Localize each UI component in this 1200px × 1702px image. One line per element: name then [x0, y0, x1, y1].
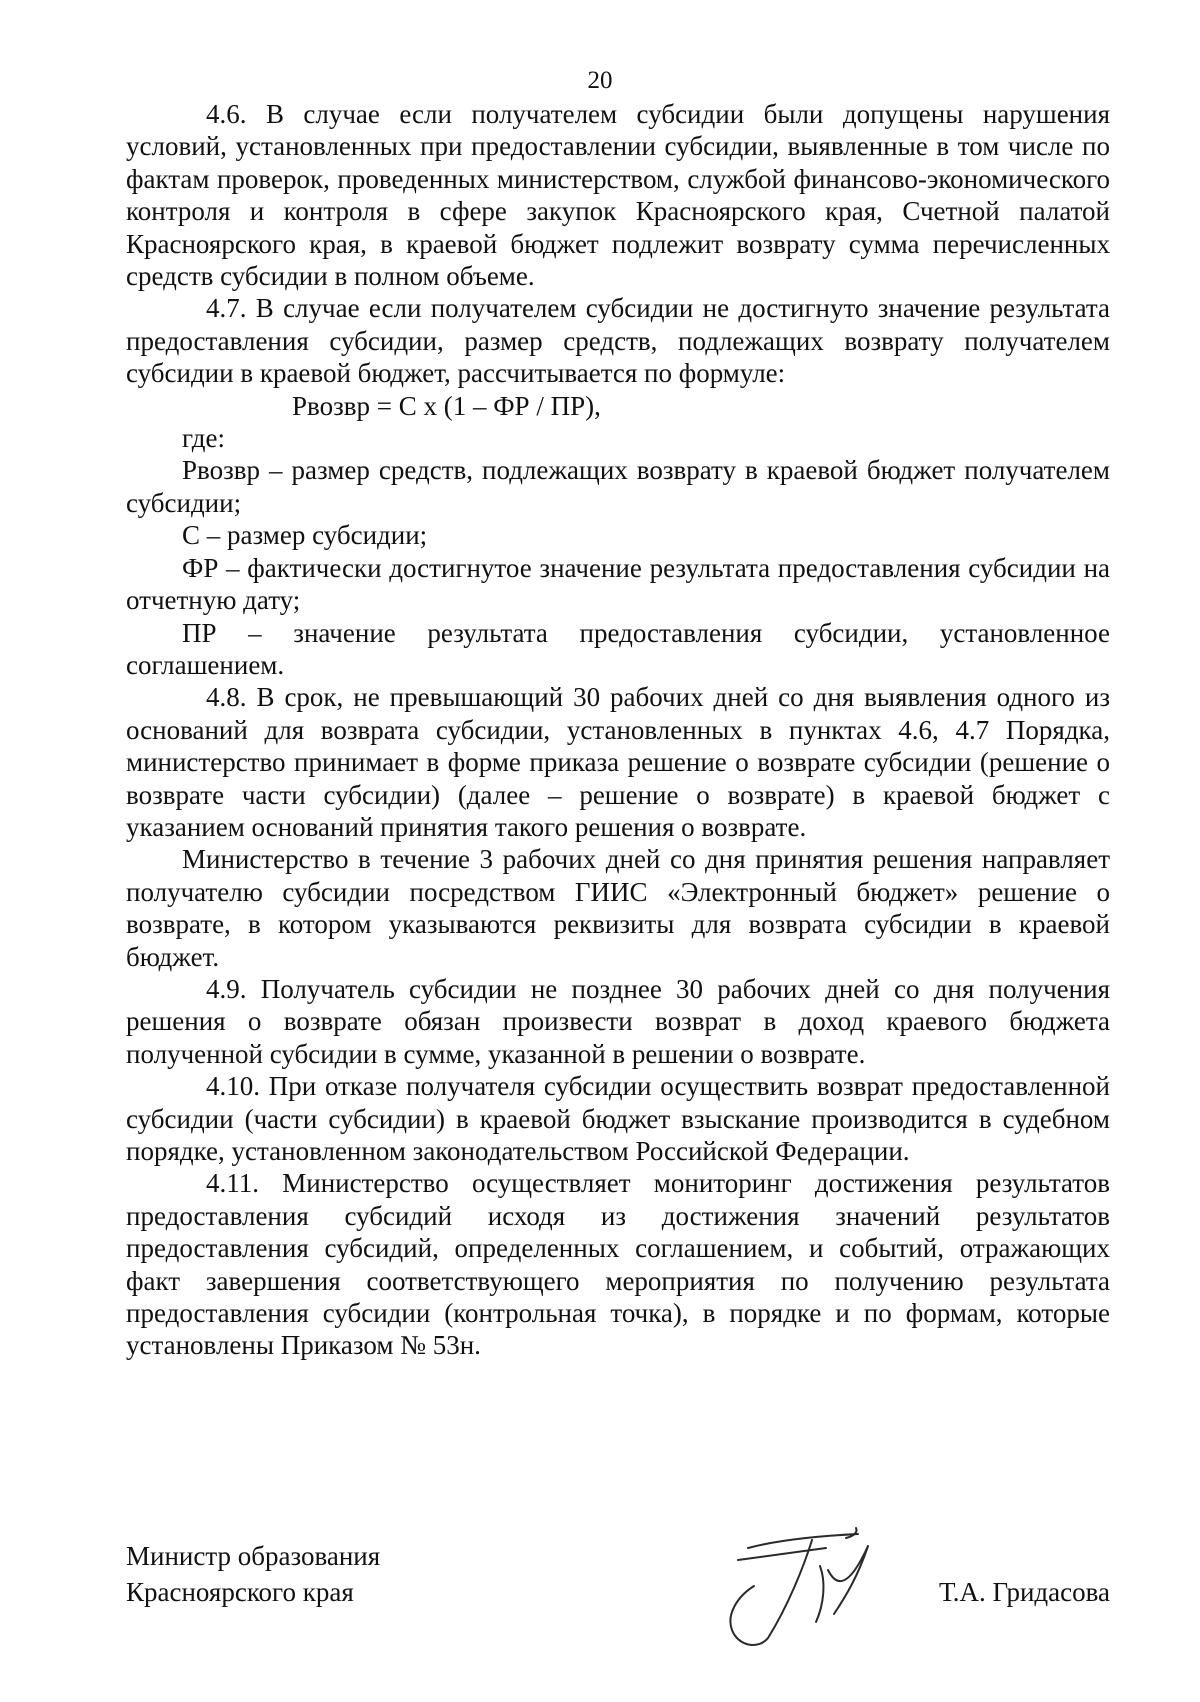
position-line-2: Красноярского края [126, 1577, 354, 1607]
signature-block [126, 1538, 1110, 1658]
handwritten-signature-icon [708, 1526, 898, 1656]
clause-4-8: 4.8. В срок, не превышающий 30 рабочих дней со дня выявления одного из оснований для возврата субсидии, установленных в пунктах 4.6, 4.7 Порядка, министерство принимает в форме приказа решение о возврате субсидии (решение о возврате части субсидии) (далее – решение о возврате) в краевой бюджет с указанием оснований принятия такого решения о возврате. [126, 682, 1110, 842]
position-line-1: Министр образования [126, 1541, 381, 1571]
clause-4-10: 4.10. При отказе получателя субсидии осуществить возврат предоставленной субсидии (части субсидии) в краевой бюджет взыскание производится в судебном порядке, установленном законодательством Российской Федерации. [126, 1071, 1110, 1166]
formula-where: где: [182, 423, 225, 454]
clause-4-8-continuation: Министерство в течение 3 рабочих дней со дня принятия решения направляет получателю субсидии посредством ГИИС «Электронный бюджет» решение о возврате, в котором указываются реквизиты для возврата субсидии в краевой бюджет. [126, 844, 1110, 972]
clause-4-7: 4.7. В случае если получателем субсидии не достигнуто значение результата предоставления субсидии, размер средств, подлежащих возврату получателем субсидии в краевой бюджет, рассчитывается по формуле: [126, 293, 1110, 389]
page-number: 20 [587, 67, 613, 94]
clause-4-11: 4.11. Министерство осуществляет мониторинг достижения результатов предоставления субсидий исходя из достижения значений результатов предоставления субсидий, определенных соглашением, и событий, отражающих факт завершения соответствующего мероприятия по получению результата предоставления субсидии (контрольная точка), в порядке и по формам, которые установлены Приказом № 53н. [126, 1168, 1110, 1361]
definition-rvozvr: Рвозвр – размер средств, подлежащих возврату в краевой бюджет получателем субсидии; [126, 455, 1110, 518]
clause-4-9: 4.9. Получатель субсидии не позднее 30 рабочих дней со дня получения решения о возврате обязан произвести возврат в доход краевого бюджета полученной субсидии в сумме, указанной в решении о возврате. [126, 973, 1110, 1069]
document-body [126, 98, 1110, 1362]
definition-pr: ПР – значение результата предоставления субсидии, установленное соглашением. [126, 617, 1110, 680]
signatory-name: Т.А. Гридасова [939, 1577, 1110, 1607]
clause-4-6: 4.6. В случае если получателем субсидии были допущены нарушения условий, установленных при предоставлении субсидии, выявленные в том числе по фактам проверок, проведенных министерством, службой финансово-экономического контроля и контроля в сфере закупок Красноярского края, Счетной палатой Красноярского края, в краевой бюджет подлежит возврату сумма перечисленных средств субсидии в полном объеме. [126, 99, 1110, 292]
signatory-position [126, 1538, 380, 1610]
definition-c: С – размер субсидии; [182, 520, 428, 551]
definition-fr: ФР – фактически достигнутое значение результата предоставления субсидии на отчетную дату; [126, 552, 1110, 616]
refund-formula: Рвозвр = С x (1 – ФР / ПР), [292, 390, 601, 421]
